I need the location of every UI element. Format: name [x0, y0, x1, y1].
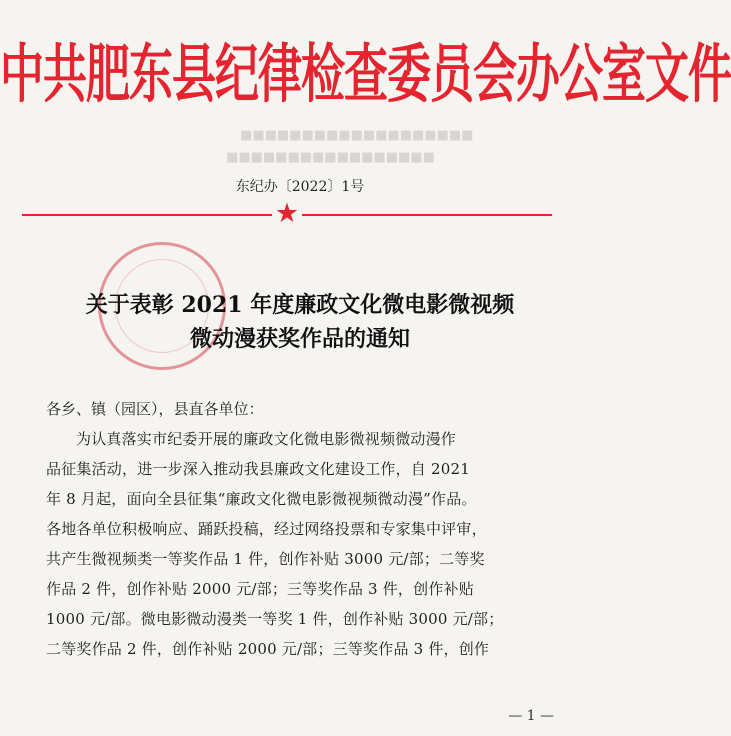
- notice-title-line-2: 微动漫获奖作品的通知: [189, 326, 410, 352]
- star-icon: ★: [274, 198, 300, 229]
- notice-title-line-1: 关于表彰 2021 年度廉政文化微电影微视频: [85, 292, 515, 318]
- body-line: 1000 元/部。微电影微动漫类一等奖 1 件，创作补贴 3000 元/部；: [46, 610, 504, 628]
- body-line: 品征集活动，进一步深入推动我县廉政文化建设工作，自 2021: [46, 460, 470, 478]
- page-number: — 1 —: [508, 708, 554, 724]
- bleed-through-text: ■■■■■■■■■■■■■■■■■■■: [240, 128, 474, 143]
- body-line: 为认真落实市纪委开展的廉政文化微电影微视频微动漫作: [76, 430, 457, 448]
- document-number: 东纪办〔2022〕1号: [235, 179, 365, 195]
- header-divider-right: [302, 214, 552, 216]
- bleed-through-text: ■■■■■■■■■■■■■■■■■: [226, 150, 435, 165]
- body-line: 作品 2 件，创作补贴 2000 元/部；三等奖作品 3 件，创作补贴: [46, 580, 474, 598]
- body-line: 各地各单位积极响应、踊跃投稿，经过网络投票和专家集中评审，: [46, 520, 487, 538]
- header-divider-left: [22, 214, 272, 216]
- notice-title: [0, 288, 600, 356]
- salutation: 各乡、镇（园区），县直各单位：: [46, 400, 264, 418]
- body-line: 二等奖作品 2 件，创作补贴 2000 元/部；三等奖作品 3 件，创作: [46, 640, 490, 658]
- body-text: [46, 394, 556, 664]
- org-header-title: 中共肥东县纪律检查委员会办公室文件: [0, 37, 731, 112]
- body-line: 共产生微视频类一等奖作品 1 件，创作补贴 3000 元/部；二等奖: [46, 550, 485, 568]
- body-line: 年 8 月起，面向全县征集“廉政文化微电影微视频微动漫”作品。: [46, 490, 477, 508]
